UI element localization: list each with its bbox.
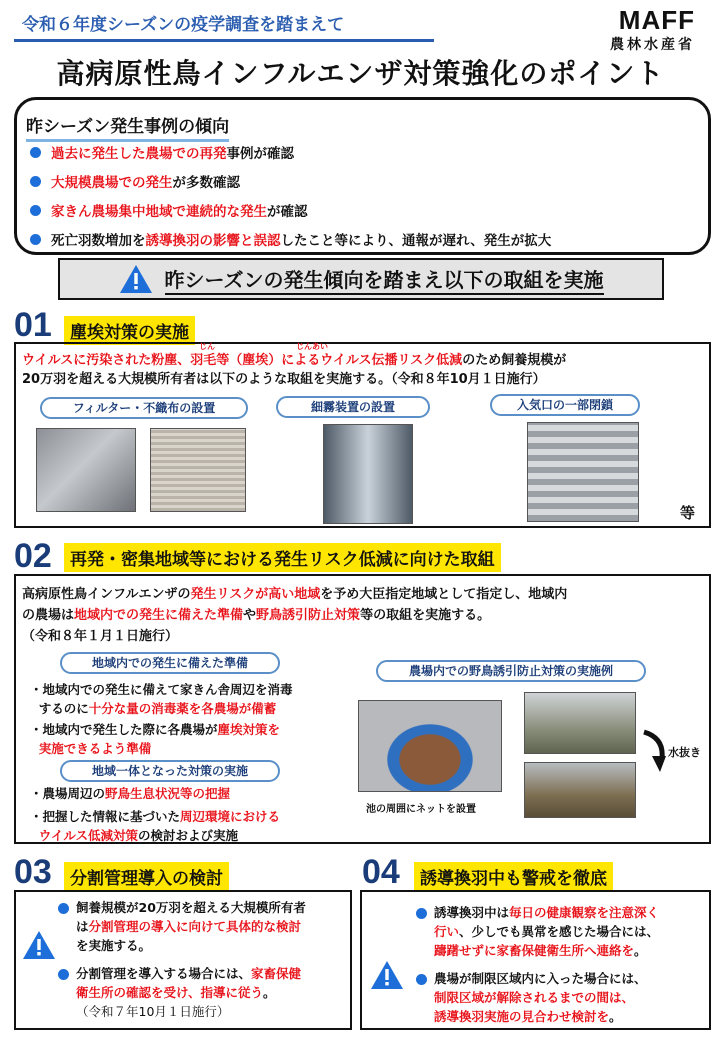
- filter-photo-1: [36, 428, 136, 512]
- section-title: 分割管理導入の検討: [64, 862, 229, 891]
- bullet-icon: [30, 147, 41, 158]
- logo-text: MAFF: [618, 5, 695, 35]
- section-number: 01: [14, 306, 52, 344]
- drain-label: 水抜き: [668, 746, 701, 759]
- ministry-name: 農林水産省: [610, 37, 695, 53]
- banner-text: 昨シーズンの発生傾向を踏まえ以下の取組を実施: [165, 264, 604, 295]
- action-banner: [58, 258, 664, 300]
- pond-after-photo: [524, 762, 636, 818]
- subtitle: 令和６年度シーズンの疫学調査を踏まえて: [14, 10, 434, 42]
- page-title: 高病原性鳥インフルエンザ対策強化のポイント: [56, 57, 665, 90]
- pill-mist: 細霧装置の設置: [276, 396, 430, 418]
- s4-item: 誘導換羽中は毎日の健康観察を注意深く 行い、少しでも異常を感じた場合には、 躊躇せずに家畜保健衛生所へ連絡を。: [434, 905, 660, 958]
- bullet-icon: [58, 903, 69, 914]
- warning-icon: [22, 930, 56, 960]
- pill-prep: 地域内での発生に備えた準備: [60, 652, 280, 674]
- section-title: 誘導換羽中も警戒を徹底: [414, 862, 613, 891]
- mist-photo: [323, 424, 413, 524]
- section-number: 02: [14, 537, 52, 575]
- prep-item: ・地域内での発生に備えて家きん舎周辺を消毒 するのに十分な量の消毒薬を各農場が備蓄: [30, 682, 293, 716]
- trend-item: 過去に発生した農場での再発事例が確認: [30, 142, 294, 162]
- etc-label: 等: [680, 504, 696, 522]
- section-number: 03: [14, 853, 52, 891]
- prep-item: ・地域内で発生した際に各農場が塵埃対策を 実施できるよう準備: [30, 722, 281, 756]
- ruby-jin: じん: [199, 342, 215, 351]
- s3-item: 分割管理を導入する場合には、家畜保健 衛生所の確認を受け、指導に従う。 （令和７年10月１日施行）: [76, 966, 302, 1019]
- trend-item: 家きん農場集中地域で連続的な発生が確認: [30, 200, 308, 220]
- pond-before-photo: [524, 692, 636, 754]
- s4-item: 農場が制限区域内に入った場合には、 制限区域が解除されるまでの間は、 誘導換羽実施の見合わせ検討を。: [434, 971, 647, 1024]
- section-number: 04: [362, 853, 400, 891]
- inlet-photo: [527, 422, 639, 522]
- trend-heading: 昨シーズン発生事例の傾向: [26, 112, 229, 142]
- ruby-jinai: じんあい: [296, 342, 328, 351]
- maff-logo: [610, 6, 695, 54]
- region-item: ・農場周辺の野鳥生息状況等の把握: [30, 786, 231, 801]
- pill-region: 地域一体となった対策の実施: [60, 760, 280, 782]
- section-01-text: ウイルスに汚染された粉塵、羽毛等（塵埃）によるウイルス伝播リスク低減のため飼養規模が 20万羽を超える大規模所有者は以下のような取組を実施する。（令和８年10月１日施行）: [22, 353, 567, 387]
- pill-wildbird: 農場内での野鳥誘引防止対策の実施例: [376, 660, 646, 682]
- pill-filter: フィルター・不織布の設置: [40, 397, 248, 419]
- pill-inlet: 入気口の一部閉鎖: [490, 394, 640, 416]
- bullet-icon: [416, 908, 427, 919]
- bullet-icon: [30, 176, 41, 187]
- warning-icon: [119, 264, 153, 294]
- region-item: ・把握した情報に基づいた周辺環境における ウイルス低減対策の検討および実施: [30, 809, 281, 843]
- bullet-icon: [416, 974, 427, 985]
- section-title: 再発・密集地域等における発生リスク低減に向けた取組: [64, 543, 501, 572]
- s3-item: 飼養規模が20万羽を超える大規模所有者 は分割管理の導入に向けて具体的な検討 を実施する。: [76, 900, 306, 953]
- section-02-text: 高病原性鳥インフルエンザの発生リスクが高い地域を予め大臣指定地域として指定し、地域内 の農場は地域内での発生に備えた準備や野鳥誘引防止対策等の取組を実施する。 （令和８年１月１日施行）: [22, 587, 568, 644]
- trend-item: 大規模農場での発生が多数確認: [30, 171, 240, 191]
- bullet-icon: [58, 969, 69, 980]
- bullet-icon: [30, 205, 41, 216]
- arrow-icon: [640, 728, 666, 780]
- filter-photo-2: [150, 428, 246, 512]
- section-title: 塵埃対策の実施: [64, 316, 195, 345]
- warning-icon: [370, 960, 404, 990]
- photo-caption: 池の周囲にネットを設置: [366, 804, 476, 815]
- pond-net-photo: [358, 700, 502, 792]
- bullet-icon: [30, 234, 41, 245]
- trend-item: 死亡羽数増加を誘導換羽の影響と誤認したこと等により、通報が遅れ、発生が拡大: [30, 229, 551, 249]
